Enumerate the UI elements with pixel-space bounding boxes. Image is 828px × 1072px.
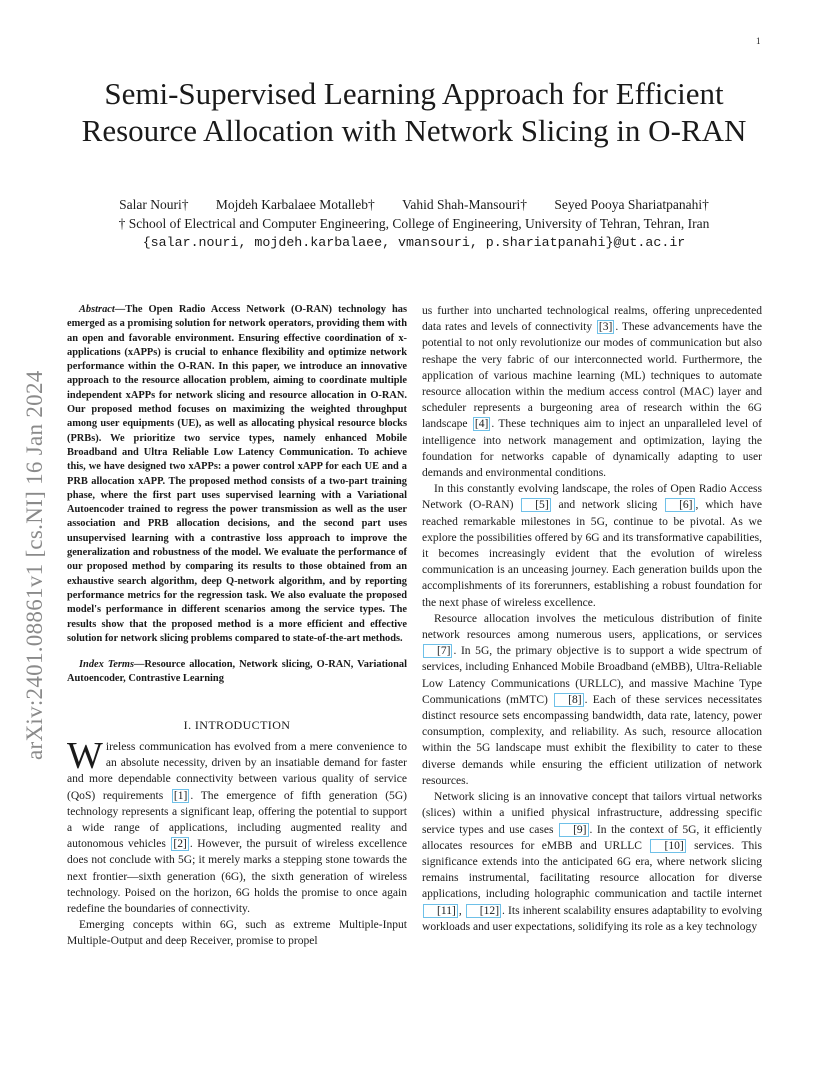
citation-link[interactable]: [10] xyxy=(650,839,685,853)
intro-paragraph-1 xyxy=(67,734,407,917)
drop-cap: W xyxy=(67,734,103,777)
paragraph-text: . Each of these services necessitates distinct resource sets encompassing bandwidth, data rate, latency, power consumption, complexity, and reliability. As such, resource allocation within the 5G landscape must exhibit the flexibility to cater to these diverse demands while ensuring the efficient utilization of network resources. xyxy=(422,693,763,787)
abstract-lead: Abstract xyxy=(79,304,115,315)
paragraph-text: ireless communication has evolved from a mere convenience to an absolute necessity, driven by an insatiable demand for faster and more dependable connectivity between various quality of service (QoS) requirements xyxy=(67,740,407,802)
citation-link[interactable]: [3] xyxy=(598,321,613,334)
section-heading-introduction: I. INTRODUCTION xyxy=(183,717,291,732)
abstract-text: —The Open Radio Access Network (O-RAN) technology has emerged as a promising solution for network operators, providing them with an open and favorable environment. Ensuring effective coordination of x-applications (xAPPs) is crucial to enhance flexibility and optimize network performance within the O-RAN. In this paper, we introduce an innovative approach to the resource allocation problem, aiming to coordinate multiple independent xAPPs for network slicing and resource allocation in O-RAN. Our proposed method focuses on maximizing the weighted throughput among user equipments (UE), as well as allocating physical resource blocks (PRBs). We prioritize two service types, namely enhanced Mobile Broadband and Ultra Reliable Low Latency Communication. To achieve this, we have designed two xAPPs: a power control xAPP for each UE and a PRB allocation xAPP. The proposed method consists of a two-part training phase, where the first part uses supervised learning with a Variational Autoencoder trained to regress the power transmission as well as the user association and PRB allocation decisions, and the second part uses unsupervised learning with a contrastive loss approach to improve the generalization and robustness of the model. We evaluate the performance of our proposed method by comparing its results to those obtained from an exhaustive search algorithm, deep Q-network algorithm, and by reporting performance metrics for the regression task. We also evaluate the proposed model's performance in different scenarios among the service types. The results show that the proposed method is a more efficient and effective solution for network slicing problems compared to state-of-the-art methods. xyxy=(67,304,407,644)
author-emails: {salar.nouri, mojdeh.karbalaee, vmansouri, p.shariatpanahi}@ut.ac.ir xyxy=(142,235,686,250)
author-name: Mojdeh Karbalaee Motalleb† xyxy=(215,197,375,212)
citation-link[interactable]: [5] xyxy=(521,498,550,512)
citation-link[interactable]: [1] xyxy=(173,789,188,802)
paragraph-text: Network slicing is an innovative concept that tailors virtual networks (slices) within a unified physical infrastructure, addressing specific service types and use cases xyxy=(422,791,762,836)
paragraph-text: services. This significance extends into the anticipated 6G era, where network slicing remains instrumental, facilitating resource allocation for diverse applications, including holographic communication and tactile internet xyxy=(422,839,763,901)
citation-link[interactable]: [6] xyxy=(665,498,694,512)
paragraph-text: . Its inherent scalability ensures adaptability to evolving workloads and user expectations, solidifying its role as a key technology xyxy=(422,904,762,933)
arxiv-identifier-stamp[interactable]: arXiv:2401.08861v1 [cs.NI] 16 Jan 2024 xyxy=(22,370,47,760)
author-affiliation: † School of Electrical and Computer Engineering, College of Engineering, University of Tehran, Tehran, Iran xyxy=(118,216,710,231)
paragraph-text: . The emergence of fifth generation (5G) technology represents a significant leap, offering the potential to support a wide range of applications, including augmented reality and autonomous vehicles xyxy=(67,789,407,851)
paragraph-text: . These techniques aim to inject an unparalleled level of intelligence into network management and optimization, laying the foundation for networks capable of dynamically adapting to user demands and environmental conditions. xyxy=(422,418,762,480)
paragraph-text: and network slicing xyxy=(551,499,665,512)
index-terms-lead: Index Terms xyxy=(79,659,135,671)
paper-title: Semi-Supervised Learning Approach for Efficient Resource Allocation with Network Slicing in O-RAN xyxy=(81,76,747,148)
citation-link[interactable]: [2] xyxy=(173,838,187,851)
citation-link[interactable]: [9] xyxy=(559,823,588,837)
author-list xyxy=(60,197,768,213)
citation-link[interactable]: [4] xyxy=(474,418,489,431)
right-column xyxy=(422,303,762,935)
left-column xyxy=(67,303,407,950)
index-terms-text: —Resource allocation, Network slicing, O-RAN, Variational Autoencoder, Contrastive Learning xyxy=(67,659,407,685)
intro-paragraph-2: Emerging concepts within 6G, such as extreme Multiple-Input Multiple-Output and deep Receiver, promise to propel xyxy=(67,919,407,948)
citation-link[interactable]: [8] xyxy=(554,693,583,707)
paragraph-text: . In 5G, the primary objective is to support a wide spectrum of services, including Enhanced Mobile Broadband (eMBB), Ultra-Reliable Low Latency Communications (URLLC), and massive Machine Type Communications (mMTC) xyxy=(422,645,762,706)
intro-paragraph-3 xyxy=(422,481,762,611)
citation-link[interactable]: [7] xyxy=(423,644,452,658)
index-terms xyxy=(67,658,407,687)
paragraph-text: . In the context of 5G, it efficiently allocates resources for eMBB and URLLC xyxy=(422,823,762,852)
abstract xyxy=(67,303,407,646)
citation-link[interactable]: [11] xyxy=(423,904,458,918)
page-number: 1 xyxy=(756,36,761,46)
paragraph-text: us further into uncharted technological realms, offering unprecedented data rates and levels of connectivity xyxy=(422,305,762,334)
author-name: Salar Nouri† xyxy=(119,197,189,212)
paragraph-text: . However, the pursuit of wireless excellence does not conclude with 5G; it merely marks a stepping stone towards the next frontier—sixth generation (6G), the sixth generation of wireless technology. Poised on the horizon, 6G holds the promise to once again redefine the boundaries of connectivity. xyxy=(67,838,407,915)
paragraph-text: . These advancements have the potential to not only revolutionize our modes of communication but also reshape the very fabric of our interconnected world. Furthermore, the application of various machine learning (ML) techniques to automate resource allocation within the medium access control (MAC) layer and scheduler represents a burgeoning area of research within the 6G landscape xyxy=(422,321,762,431)
paragraph-text: , xyxy=(458,904,465,917)
intro-paragraph-4 xyxy=(422,611,762,789)
paragraph-text: , which have reached remarkable milestones in 5G, continue to be pivotal. As we explore the possibilities offered by 6G and its transformative capabilities, it becomes increasingly evident that the evolution of wireless communication is an unceasing journey. Each generation builds upon the accomplishments of its forerunners, establishing a robust foundation for the next phase of wireless excellence. xyxy=(422,499,762,609)
author-name: Vahid Shah-Mansouri† xyxy=(402,197,528,212)
citation-link[interactable]: [12] xyxy=(466,904,501,918)
intro-paragraph-5 xyxy=(422,789,762,935)
intro-paragraph-2-continued xyxy=(422,303,762,481)
paragraph-text: In this constantly evolving landscape, the roles of Open Radio Access Network (O-RAN) xyxy=(422,483,762,512)
author-name: Seyed Pooya Shariatpanahi† xyxy=(554,197,709,212)
paragraph-text: Resource allocation involves the meticulous distribution of finite network resources among numerous users, applications, or services xyxy=(422,612,762,642)
